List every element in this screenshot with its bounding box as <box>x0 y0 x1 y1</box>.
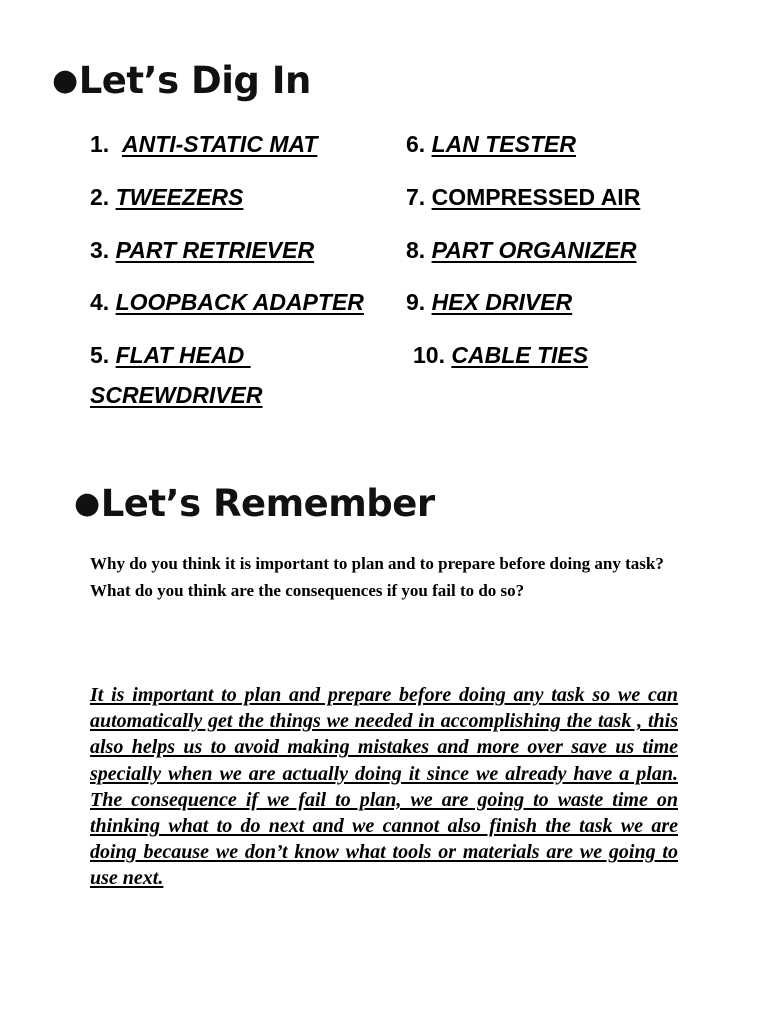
tool-item-4 <box>90 291 364 314</box>
tool-name: LAN TESTER <box>431 131 576 157</box>
tool-number: 10. <box>413 342 445 368</box>
tool-item-8 <box>406 239 636 262</box>
tool-item-2 <box>90 186 243 209</box>
tool-item-3 <box>90 239 314 262</box>
tool-name: FLAT HEAD <box>115 342 251 368</box>
tool-item-9 <box>406 291 572 314</box>
tool-number: 6. <box>406 131 426 157</box>
tool-name: CABLE TIES <box>451 342 589 368</box>
tool-number: 1. <box>90 131 110 157</box>
tool-number: 5. <box>90 342 110 368</box>
tool-name: COMPRESSED AIR <box>431 184 641 210</box>
heading-lets-dig-in <box>52 59 311 102</box>
tool-number: 4. <box>90 289 110 315</box>
tool-item-7 <box>406 186 640 209</box>
tool-name: TWEEZERS <box>115 184 244 210</box>
bullet-icon: ● <box>74 486 100 521</box>
tool-number: 8. <box>406 237 426 263</box>
heading-text: Let’s Remember <box>100 482 435 525</box>
tool-name-continued: SCREWDRIVER <box>90 382 263 408</box>
tool-number: 9. <box>406 289 426 315</box>
tool-item-1 <box>90 133 317 156</box>
tool-name: HEX DRIVER <box>431 289 573 315</box>
tool-item-6 <box>406 133 576 156</box>
tool-name: LOOPBACK ADAPTER <box>115 289 364 315</box>
answer-text: It is important to plan and prepare before doing any task so we can automatically get the things we needed in accomplishing the task , this also helps us to avoid making mistakes and more over save us time specially when we are actually doing it since we already have a plan. The consequence if we fail to plan, we are going to waste time on thinking what to do next and we cannot also finish the task we are doing because we don’t know what tools or materials are we going to use next. <box>90 684 678 890</box>
tool-name: ANTI-STATIC MAT <box>121 131 318 157</box>
tool-number: 2. <box>90 184 110 210</box>
tool-number: 7. <box>406 184 426 210</box>
tool-name: PART ORGANIZER <box>431 237 637 263</box>
heading-text: Let’s Dig In <box>78 59 311 102</box>
tool-number: 3. <box>90 237 110 263</box>
heading-lets-remember <box>74 482 435 525</box>
tool-name: PART RETRIEVER <box>115 237 315 263</box>
tool-item-10 <box>413 344 588 367</box>
bullet-icon: ● <box>52 63 78 98</box>
question-text: Why do you think it is important to plan and to prepare before doing any task? What do you think are the consequences if you fail to do so? <box>90 554 664 600</box>
tool-item-5 <box>90 344 251 367</box>
